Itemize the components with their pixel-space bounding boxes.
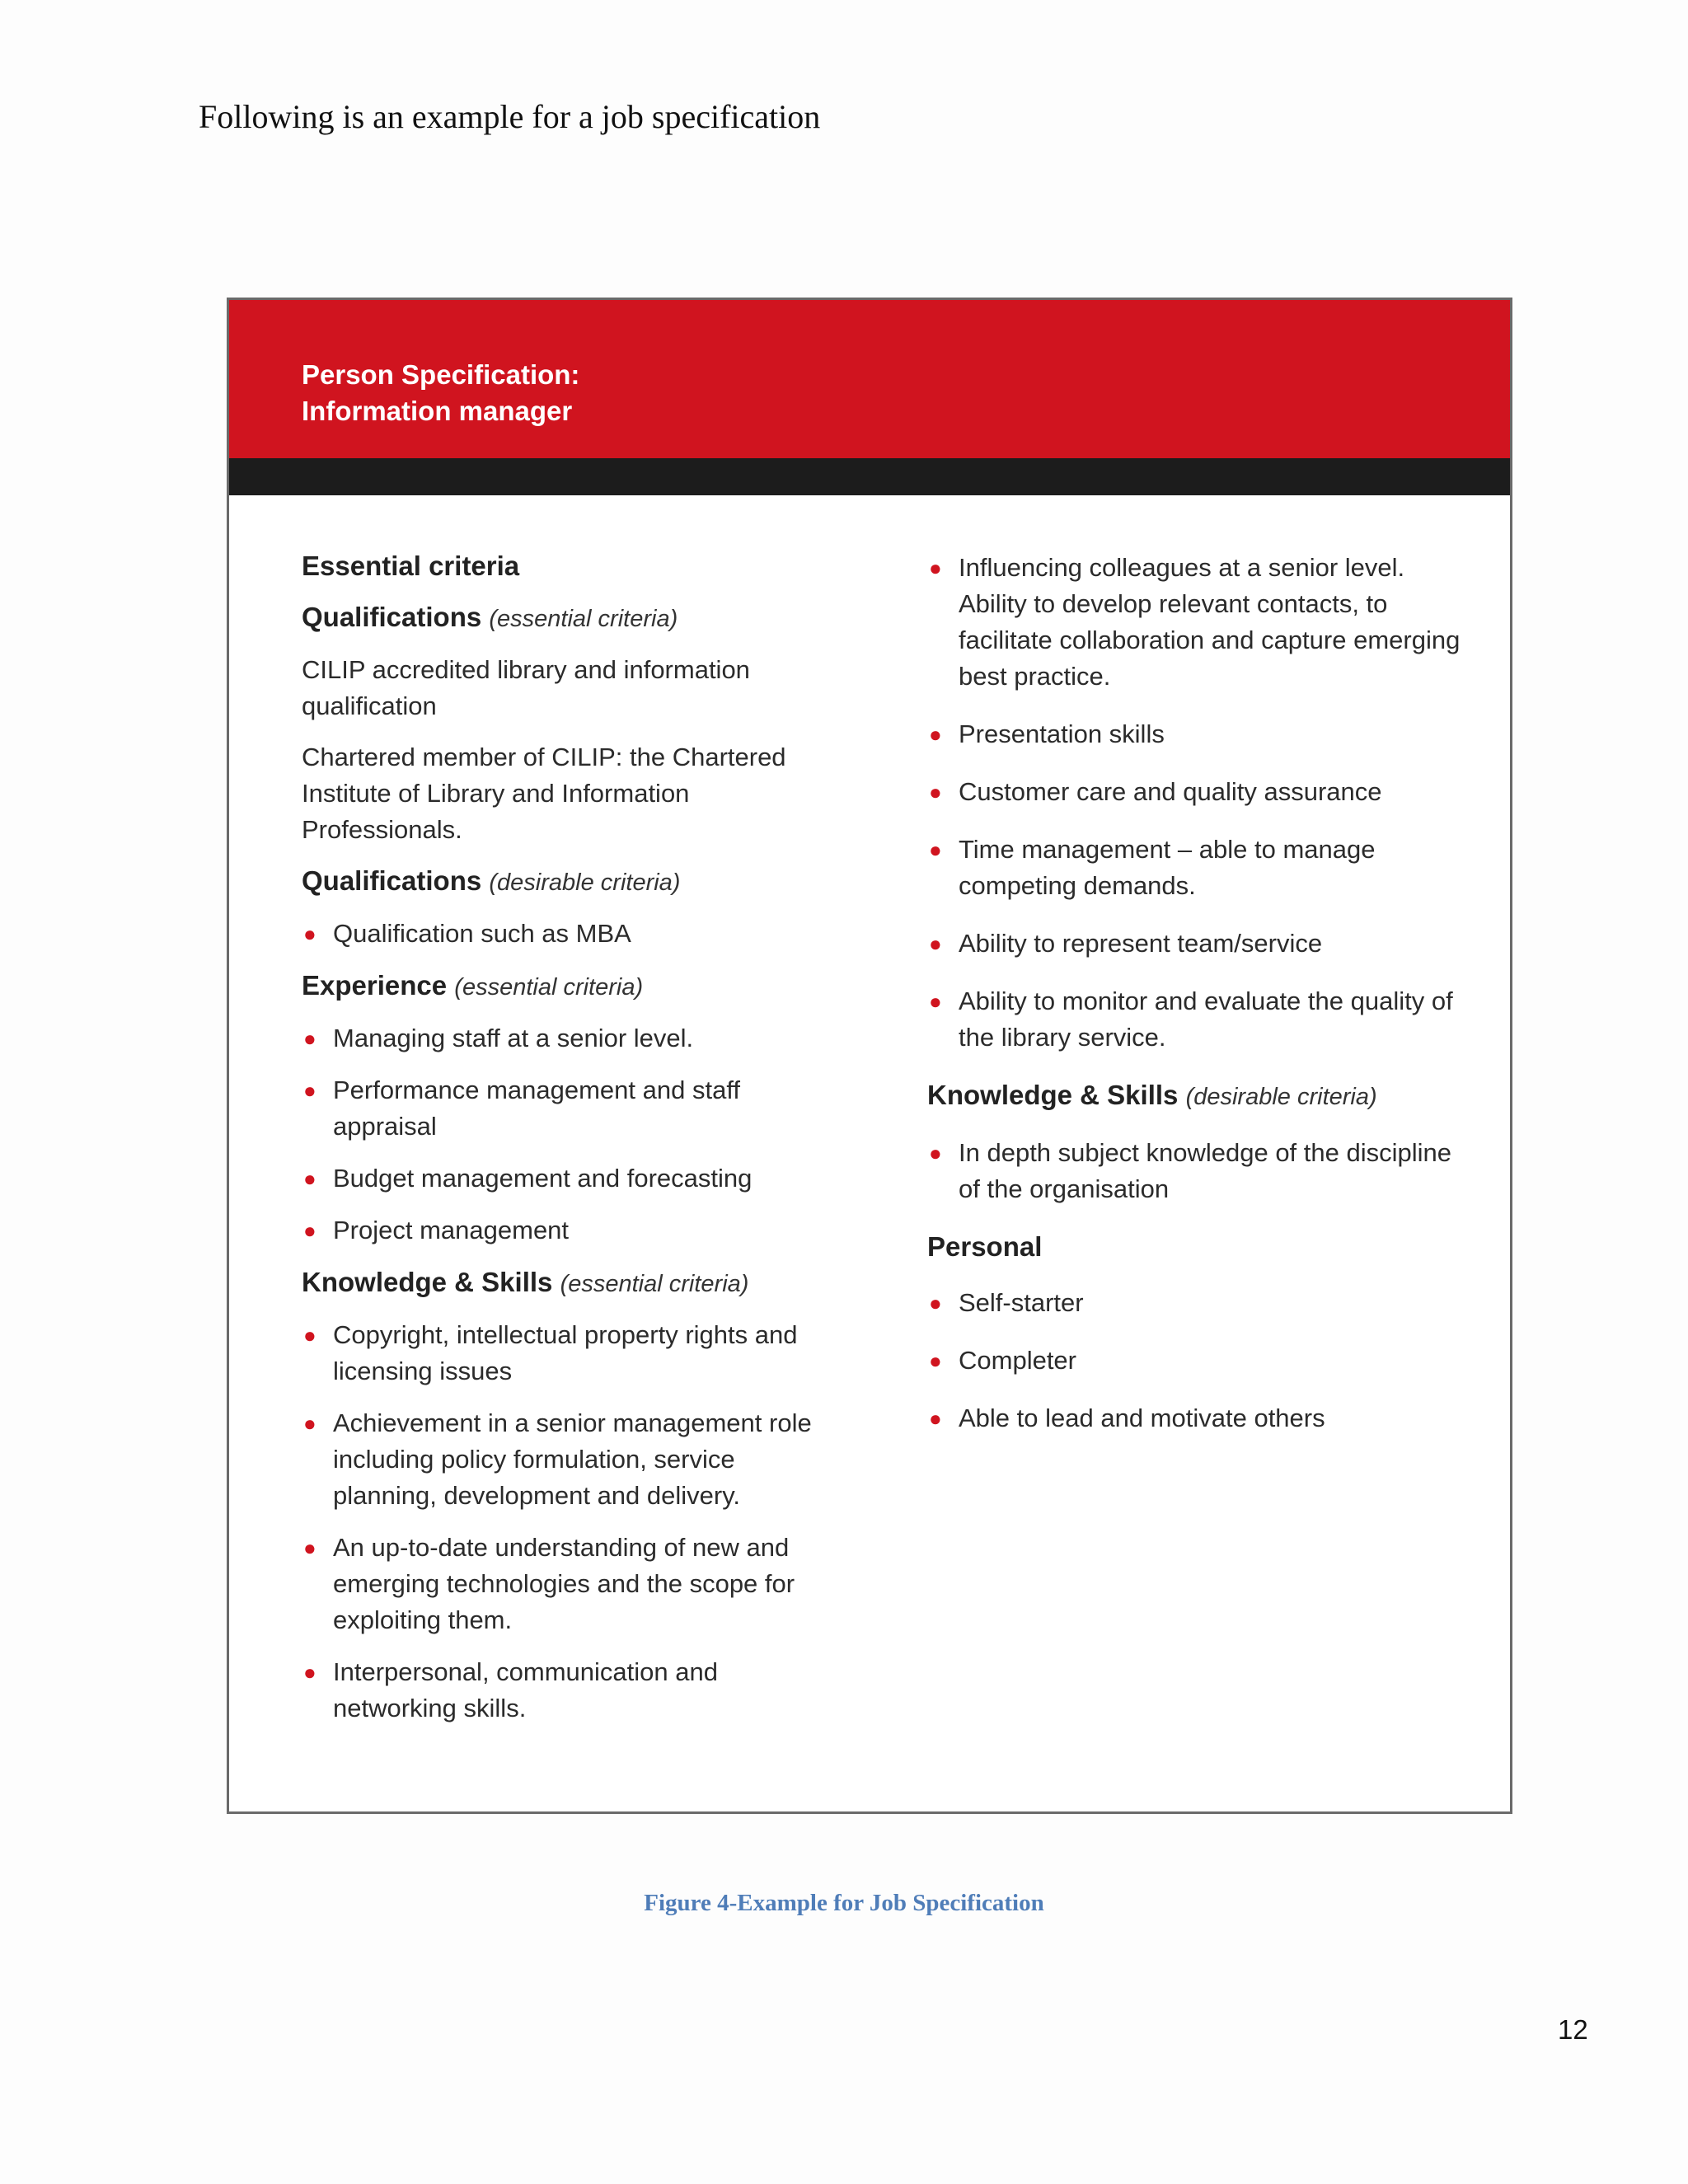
bullet-icon: ●: [929, 931, 942, 956]
list-item: [927, 1343, 1463, 1379]
list-item-text: Copyright, intellectual property rights and licensing issues: [333, 1320, 798, 1385]
qualification-paragraph: CILIP accredited library and information qualification: [302, 655, 750, 720]
bullet-icon: ●: [929, 1348, 942, 1373]
knowledge-skills-essential-continued-list: [927, 550, 1463, 1056]
membership-paragraph: Chartered member of CILIP: the Chartered Institute of Library and Information Professionals.: [302, 743, 786, 844]
list-item-text: Project management: [333, 1216, 570, 1244]
right-column: [927, 550, 1463, 1458]
list-item-text: Customer care and quality assurance: [959, 777, 1382, 806]
personal-heading: Personal: [927, 1231, 1043, 1262]
list-item: [302, 1530, 846, 1638]
list-item: [927, 1285, 1463, 1321]
bullet-icon: ●: [303, 1166, 316, 1191]
knowledge-skills-essential-list: [302, 1317, 846, 1727]
list-item-text: Time management – able to manage competing demands.: [959, 835, 1376, 900]
bullet-icon: ●: [929, 989, 942, 1014]
experience-list: [302, 1020, 846, 1249]
list-item-text: Influencing colleagues at a senior level. Ability to develop relevant contacts, to facilitate collaboration and capture emerging best practice.: [959, 553, 1461, 691]
knowledge-skills-essential-heading: [302, 1264, 846, 1302]
list-item: [927, 1135, 1463, 1207]
bullet-icon: ●: [929, 780, 942, 804]
list-item: [302, 916, 846, 952]
bullet-icon: ●: [303, 1535, 316, 1560]
list-item: [927, 1400, 1463, 1436]
page-number: 12: [1558, 2014, 1588, 2045]
heading-qualifier: (desirable criteria): [1185, 1084, 1377, 1110]
list-item: [927, 832, 1463, 904]
bullet-icon: ●: [303, 1078, 316, 1103]
bullet-icon: ●: [929, 555, 942, 580]
heading-qualifier: (desirable criteria): [489, 869, 681, 896]
list-item-text: In depth subject knowledge of the discipline of the organisation: [959, 1138, 1452, 1203]
bullet-icon: ●: [929, 837, 942, 862]
list-item-text: Ability to represent team/service: [959, 929, 1323, 958]
bullet-icon: ●: [929, 1141, 942, 1165]
list-item-text: Self-starter: [959, 1288, 1084, 1317]
list-item-text: An up-to-date understanding of new and emerging technologies and the scope for exploiting them.: [333, 1533, 795, 1634]
list-item: [927, 983, 1463, 1056]
bullet-icon: ●: [303, 1660, 316, 1685]
card-title-line-2: Information manager: [302, 396, 573, 426]
card-header: [229, 300, 1510, 458]
person-specification-figure: [227, 298, 1512, 1814]
list-item: [927, 716, 1463, 752]
bullet-icon: ●: [303, 1323, 316, 1347]
heading-qualifier: (essential criteria): [489, 606, 678, 632]
figure-caption: Figure 4-Example for Job Specification: [644, 1890, 1044, 1916]
list-item: [927, 774, 1463, 810]
list-item-text: Achievement in a senior management role including policy formulation, service planning, development and delivery.: [333, 1408, 812, 1510]
bullet-icon: ●: [303, 1026, 316, 1051]
heading-qualifier: (essential criteria): [454, 974, 644, 1001]
heading-qualifier: (essential criteria): [560, 1271, 749, 1297]
bullet-icon: ●: [929, 1406, 942, 1431]
list-item-text: Presentation skills: [959, 719, 1165, 748]
card-black-band: [229, 458, 1510, 495]
left-column: [302, 548, 846, 1742]
list-item: [302, 1405, 846, 1514]
list-item: [302, 1317, 846, 1390]
qualifications-desirable-heading: [302, 863, 846, 901]
knowledge-skills-desirable-heading: [927, 1077, 1463, 1115]
list-item: [927, 926, 1463, 962]
list-item-text: Qualification such as MBA: [333, 919, 631, 948]
heading-text: Qualifications: [302, 865, 482, 896]
list-item-text: Performance management and staff appraisal: [333, 1076, 740, 1141]
list-item-text: Interpersonal, communication and networking skills.: [333, 1657, 718, 1722]
bullet-icon: ●: [303, 921, 316, 946]
list-item-text: Managing staff at a senior level.: [333, 1024, 694, 1052]
list-item-text: Budget management and forecasting: [333, 1164, 753, 1193]
list-item: [302, 1020, 846, 1057]
list-item-text: Completer: [959, 1346, 1076, 1375]
bullet-icon: ●: [929, 1291, 942, 1315]
heading-text: Experience: [302, 970, 448, 1001]
bullet-icon: ●: [303, 1218, 316, 1243]
list-item-text: Ability to monitor and evaluate the quality of the library service.: [959, 987, 1453, 1052]
card-title: [302, 357, 579, 429]
experience-heading: [302, 968, 846, 1005]
qualifications-essential-heading: [302, 599, 846, 637]
bullet-icon: ●: [929, 722, 942, 747]
list-item: [302, 1654, 846, 1727]
list-item: [927, 550, 1463, 695]
knowledge-skills-desirable-list: [927, 1135, 1463, 1207]
list-item: [302, 1072, 846, 1145]
list-item: [302, 1160, 846, 1197]
heading-text: Knowledge & Skills: [927, 1080, 1179, 1110]
qualifications-desirable-list: [302, 916, 846, 952]
essential-criteria-heading: Essential criteria: [302, 551, 520, 581]
personal-list: [927, 1285, 1463, 1436]
heading-text: Qualifications: [302, 602, 482, 632]
bullet-icon: ●: [303, 1411, 316, 1436]
card-title-line-1: Person Specification:: [302, 359, 580, 390]
list-item-text: Able to lead and motivate others: [959, 1404, 1325, 1432]
intro-text: Following is an example for a job specification: [199, 98, 821, 135]
heading-text: Knowledge & Skills: [302, 1267, 553, 1297]
list-item: [302, 1212, 846, 1249]
